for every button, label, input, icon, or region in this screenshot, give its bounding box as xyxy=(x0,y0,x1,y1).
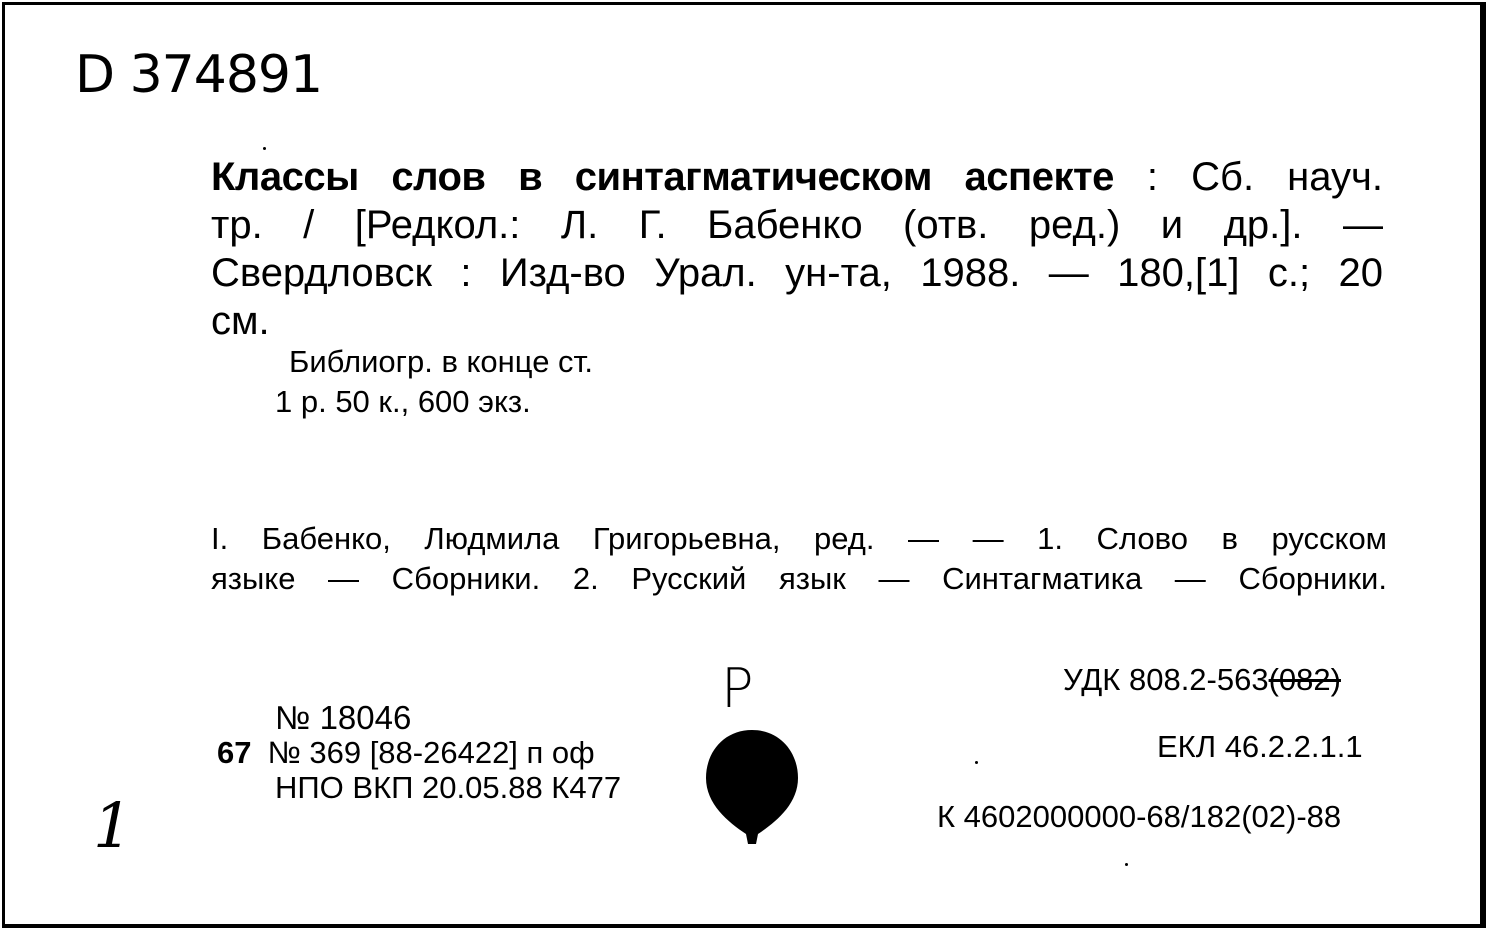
catalog-card xyxy=(2,2,1486,928)
handwritten-number: 1 xyxy=(93,789,133,862)
title-continuation: : Сб. науч. xyxy=(1113,155,1384,199)
price-print-run-note: 1 р. 50 к., 600 экз. xyxy=(275,384,531,419)
description-line-1 xyxy=(211,153,1383,201)
udk-label: УДК 808.2-563 xyxy=(1063,662,1269,697)
description-line-3: Свердловск : Изд-во Урал. ун-та, 1988. — 180,[1] с.; 20 xyxy=(211,251,1383,295)
handwritten-letter: Р xyxy=(721,657,754,720)
book-code: К 4602000000-68/182(02)-88 xyxy=(937,799,1342,834)
book-title: Классы слов в синтагматическом аспекте xyxy=(211,155,1114,199)
description-line-2: тр. / [Редкол.: Л. Г. Бабенко (отв. ред.) и др.]. — xyxy=(211,203,1383,247)
punch-mark-icon xyxy=(702,728,802,844)
udk-code xyxy=(1063,662,1341,698)
udk-struck-suffix: (082) xyxy=(1268,662,1341,697)
bibliographic-description xyxy=(211,153,1383,345)
speck-mark xyxy=(975,761,978,764)
tracing-line-1: I. Бабенко, Людмила Григорьевна, ред. — — 1. Слово в русском xyxy=(211,521,1387,556)
description-line-4: см. xyxy=(211,299,270,343)
bibliography-note: Библиогр. в конце ст. xyxy=(289,344,593,379)
speck-mark xyxy=(1125,863,1128,866)
ekl-code: ЕКЛ 46.2.2.1.1 xyxy=(1157,729,1363,764)
speck-mark xyxy=(263,147,266,150)
order-text: № 369 [88-26422] п оф xyxy=(267,735,595,770)
subject-tracings xyxy=(211,519,1387,599)
accession-number: № 18046 xyxy=(275,699,412,736)
printing-info: НПО ВКП 20.05.88 К477 xyxy=(275,770,622,805)
order-number xyxy=(217,735,595,771)
order-prefix: 67 xyxy=(217,735,252,770)
tracing-line-2: языке — Сборники. 2. Русский язык — Синтагматика — Сборники. xyxy=(211,561,1387,596)
call-number: D 374891 xyxy=(75,45,323,105)
